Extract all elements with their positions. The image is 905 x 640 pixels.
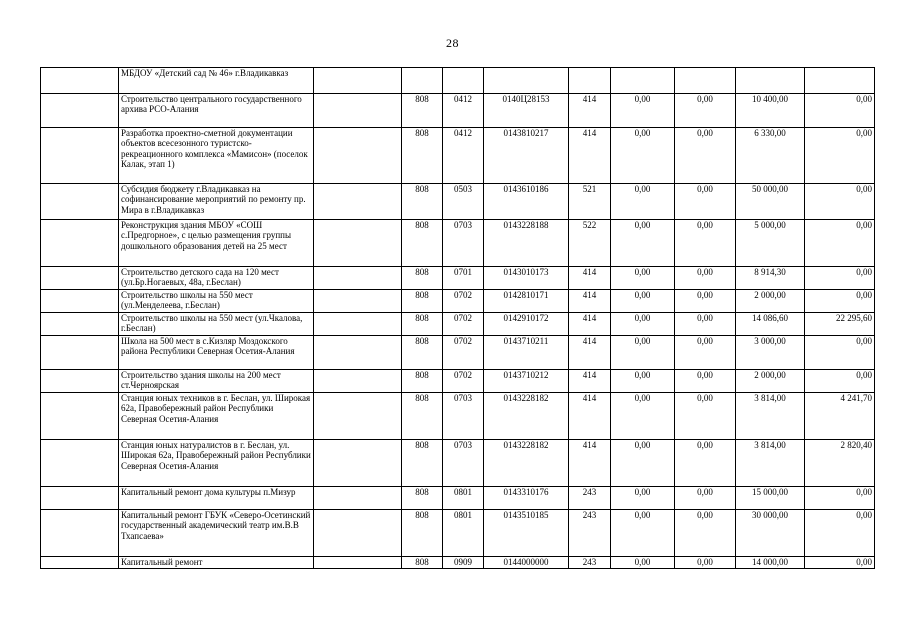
amount-2-cell: 0,00 — [675, 94, 736, 128]
ministry-code-cell: 808 — [402, 393, 443, 440]
row-code-cell — [41, 267, 119, 290]
expense-type-cell: 414 — [569, 336, 611, 370]
table-row — [41, 440, 875, 487]
item-name-cell: Станция юных натуралистов в г. Беслан, ул. Широкая 62а, Правобережный район Республики Северная Осетия-Алания — [119, 440, 314, 487]
note-cell — [314, 267, 402, 290]
item-name-cell: Капитальный ремонт — [119, 557, 314, 569]
note-cell — [314, 336, 402, 370]
amount-4-cell: 0,00 — [805, 336, 875, 370]
note-cell — [314, 440, 402, 487]
item-name-cell: Капитальный ремонт ГБУК «Северо-Осетинский государственный академический театр им.В.В Тхапсаева» — [119, 510, 314, 557]
expense-type-cell: 243 — [569, 487, 611, 510]
amount-3-cell — [736, 68, 805, 94]
table-row — [41, 184, 875, 220]
table-row — [41, 128, 875, 184]
row-code-cell — [41, 290, 119, 313]
amount-1-cell: 0,00 — [611, 487, 675, 510]
item-name-cell: Капитальный ремонт дома культуры п.Мизур — [119, 487, 314, 510]
amount-3-cell: 14 000,00 — [736, 557, 805, 569]
amount-2-cell: 0,00 — [675, 184, 736, 220]
amount-4-cell: 0,00 — [805, 184, 875, 220]
amount-4-cell: 0,00 — [805, 94, 875, 128]
amount-3-cell: 14 086,60 — [736, 313, 805, 336]
amount-2-cell: 0,00 — [675, 313, 736, 336]
amount-4-cell: 0,00 — [805, 267, 875, 290]
table-row — [41, 313, 875, 336]
amount-3-cell: 6 330,00 — [736, 128, 805, 184]
target-article-cell: 0143710211 — [484, 336, 569, 370]
amount-2-cell: 0,00 — [675, 128, 736, 184]
ministry-code-cell: 808 — [402, 267, 443, 290]
item-name-cell: Строительство школы на 550 мест (ул.Менделеева, г.Беслан) — [119, 290, 314, 313]
amount-4-cell: 0,00 — [805, 370, 875, 393]
amount-3-cell: 3 000,00 — [736, 336, 805, 370]
amount-2-cell: 0,00 — [675, 290, 736, 313]
expense-type-cell: 414 — [569, 370, 611, 393]
amount-2-cell: 0,00 — [675, 510, 736, 557]
amount-1-cell: 0,00 — [611, 128, 675, 184]
amount-4-cell: 4 241,70 — [805, 393, 875, 440]
item-name-cell: Школа на 500 мест в с.Кизляр Моздокского района Республики Северная Осетия-Алания — [119, 336, 314, 370]
ministry-code-cell: 808 — [402, 487, 443, 510]
table-row — [41, 487, 875, 510]
expense-type-cell: 414 — [569, 267, 611, 290]
amount-4-cell — [805, 68, 875, 94]
ministry-code-cell: 808 — [402, 94, 443, 128]
ministry-code-cell: 808 — [402, 440, 443, 487]
amount-3-cell: 3 814,00 — [736, 440, 805, 487]
target-article-cell — [484, 68, 569, 94]
note-cell — [314, 128, 402, 184]
section-code-cell: 0703 — [443, 440, 484, 487]
section-code-cell: 0702 — [443, 370, 484, 393]
section-code-cell: 0701 — [443, 267, 484, 290]
ministry-code-cell: 808 — [402, 128, 443, 184]
amount-1-cell: 0,00 — [611, 184, 675, 220]
amount-1-cell — [611, 68, 675, 94]
table-row — [41, 267, 875, 290]
expense-type-cell: 414 — [569, 313, 611, 336]
amount-4-cell: 0,00 — [805, 557, 875, 569]
ministry-code-cell: 808 — [402, 220, 443, 267]
amount-1-cell: 0,00 — [611, 370, 675, 393]
note-cell — [314, 487, 402, 510]
expense-type-cell: 414 — [569, 94, 611, 128]
target-article-cell: 0143228188 — [484, 220, 569, 267]
amount-2-cell: 0,00 — [675, 393, 736, 440]
row-code-cell — [41, 336, 119, 370]
item-name-cell: Строительство детского сада на 120 мест (ул.Бр.Ногаевых, 48а, г.Беслан) — [119, 267, 314, 290]
target-article-cell: 0143510185 — [484, 510, 569, 557]
note-cell — [314, 510, 402, 557]
expense-type-cell: 521 — [569, 184, 611, 220]
amount-1-cell: 0,00 — [611, 267, 675, 290]
amount-1-cell: 0,00 — [611, 336, 675, 370]
expense-type-cell: 414 — [569, 440, 611, 487]
amount-4-cell: 0,00 — [805, 487, 875, 510]
expense-type-cell: 522 — [569, 220, 611, 267]
ministry-code-cell: 808 — [402, 557, 443, 569]
amount-3-cell: 15 000,00 — [736, 487, 805, 510]
amount-3-cell: 50 000,00 — [736, 184, 805, 220]
row-code-cell — [41, 128, 119, 184]
section-code-cell: 0703 — [443, 393, 484, 440]
page-number: 28 — [446, 36, 459, 50]
amount-3-cell: 5 000,00 — [736, 220, 805, 267]
amount-2-cell: 0,00 — [675, 557, 736, 569]
table-row — [41, 370, 875, 393]
section-code-cell: 0702 — [443, 336, 484, 370]
row-code-cell — [41, 440, 119, 487]
amount-2-cell: 0,00 — [675, 267, 736, 290]
table-row — [41, 510, 875, 557]
section-code-cell — [443, 68, 484, 94]
amount-2-cell — [675, 68, 736, 94]
amount-1-cell: 0,00 — [611, 440, 675, 487]
amount-1-cell: 0,00 — [611, 557, 675, 569]
note-cell — [314, 220, 402, 267]
section-code-cell: 0909 — [443, 557, 484, 569]
amount-2-cell: 0,00 — [675, 336, 736, 370]
amount-4-cell: 0,00 — [805, 220, 875, 267]
item-name-cell: Разработка проектно-сметной документации объектов всесезонного туристско-рекреационного комплекса «Мамисон» (поселок Калак, этап 1) — [119, 128, 314, 184]
section-code-cell: 0801 — [443, 487, 484, 510]
note-cell — [314, 68, 402, 94]
note-cell — [314, 370, 402, 393]
amount-1-cell: 0,00 — [611, 94, 675, 128]
target-article-cell: 0142910172 — [484, 313, 569, 336]
budget-table — [40, 67, 875, 569]
amount-1-cell: 0,00 — [611, 313, 675, 336]
row-code-cell — [41, 370, 119, 393]
ministry-code-cell: 808 — [402, 336, 443, 370]
amount-3-cell: 2 000,00 — [736, 290, 805, 313]
section-code-cell: 0702 — [443, 290, 484, 313]
row-code-cell — [41, 510, 119, 557]
amount-2-cell: 0,00 — [675, 487, 736, 510]
row-code-cell — [41, 220, 119, 267]
amount-4-cell: 0,00 — [805, 128, 875, 184]
target-article-cell: 0143810217 — [484, 128, 569, 184]
amount-3-cell: 8 914,30 — [736, 267, 805, 290]
item-name-cell: Субсидия бюджету г.Владикавказ на софинансирование мероприятий по ремонту пр. Мира в г.Владикавказ — [119, 184, 314, 220]
row-code-cell — [41, 313, 119, 336]
expense-type-cell: 414 — [569, 393, 611, 440]
row-code-cell — [41, 393, 119, 440]
amount-1-cell: 0,00 — [611, 510, 675, 557]
note-cell — [314, 94, 402, 128]
target-article-cell: 0143310176 — [484, 487, 569, 510]
target-article-cell: 0143010173 — [484, 267, 569, 290]
note-cell — [314, 184, 402, 220]
target-article-cell: 0143710212 — [484, 370, 569, 393]
expense-type-cell: 414 — [569, 128, 611, 184]
ministry-code-cell: 808 — [402, 290, 443, 313]
note-cell — [314, 290, 402, 313]
table-row — [41, 393, 875, 440]
amount-1-cell: 0,00 — [611, 290, 675, 313]
amount-4-cell: 0,00 — [805, 290, 875, 313]
expense-type-cell: 414 — [569, 290, 611, 313]
table-row — [41, 557, 875, 569]
note-cell — [314, 313, 402, 336]
table-body — [41, 68, 875, 569]
ministry-code-cell: 808 — [402, 184, 443, 220]
amount-4-cell: 22 295,60 — [805, 313, 875, 336]
amount-2-cell: 0,00 — [675, 220, 736, 267]
section-code-cell: 0412 — [443, 128, 484, 184]
table-row — [41, 94, 875, 128]
section-code-cell: 0503 — [443, 184, 484, 220]
ministry-code-cell: 808 — [402, 313, 443, 336]
expense-type-cell: 243 — [569, 510, 611, 557]
expense-type-cell: 243 — [569, 557, 611, 569]
amount-3-cell: 30 000,00 — [736, 510, 805, 557]
table-row — [41, 68, 875, 94]
expense-type-cell — [569, 68, 611, 94]
ministry-code-cell: 808 — [402, 370, 443, 393]
table-row — [41, 336, 875, 370]
row-code-cell — [41, 487, 119, 510]
target-article-cell: 0140Ц28153 — [484, 94, 569, 128]
target-article-cell: 0143228182 — [484, 440, 569, 487]
amount-2-cell: 0,00 — [675, 370, 736, 393]
section-code-cell: 0801 — [443, 510, 484, 557]
item-name-cell: Строительство центрального государственного архива РСО-Алания — [119, 94, 314, 128]
section-code-cell: 0703 — [443, 220, 484, 267]
target-article-cell: 0144000000 — [484, 557, 569, 569]
amount-3-cell: 2 000,00 — [736, 370, 805, 393]
amount-2-cell: 0,00 — [675, 440, 736, 487]
note-cell — [314, 393, 402, 440]
item-name-cell: Строительство здания школы на 200 мест ст.Черноярская — [119, 370, 314, 393]
ministry-code-cell — [402, 68, 443, 94]
amount-3-cell: 10 400,00 — [736, 94, 805, 128]
amount-1-cell: 0,00 — [611, 220, 675, 267]
target-article-cell: 0142810171 — [484, 290, 569, 313]
row-code-cell — [41, 184, 119, 220]
target-article-cell: 0143228182 — [484, 393, 569, 440]
row-code-cell — [41, 68, 119, 94]
item-name-cell: МБДОУ «Детский сад № 46» г.Владикавказ — [119, 68, 314, 94]
target-article-cell: 0143610186 — [484, 184, 569, 220]
item-name-cell: Реконструкция здания МБОУ «СОШ с.Предгорное», с целью размещения группы дошкольного образования детей на 25 мест — [119, 220, 314, 267]
item-name-cell: Строительство школы на 550 мест (ул.Чкалова, г.Беслан) — [119, 313, 314, 336]
amount-4-cell: 2 820,40 — [805, 440, 875, 487]
ministry-code-cell: 808 — [402, 510, 443, 557]
table-row — [41, 220, 875, 267]
item-name-cell: Станция юных техников в г. Беслан, ул. Широкая 62а, Правобережный район Республики Северная Осетия-Алания — [119, 393, 314, 440]
note-cell — [314, 557, 402, 569]
table-row — [41, 290, 875, 313]
amount-4-cell: 0,00 — [805, 510, 875, 557]
amount-3-cell: 3 814,00 — [736, 393, 805, 440]
section-code-cell: 0702 — [443, 313, 484, 336]
section-code-cell: 0412 — [443, 94, 484, 128]
row-code-cell — [41, 94, 119, 128]
row-code-cell — [41, 557, 119, 569]
amount-1-cell: 0,00 — [611, 393, 675, 440]
